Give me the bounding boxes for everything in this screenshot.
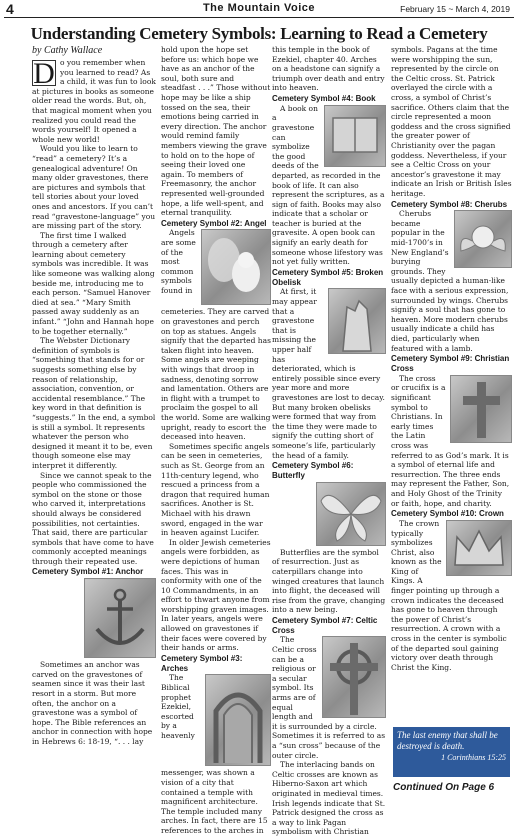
masthead — [0, 0, 518, 19]
angel-icon — [202, 230, 270, 304]
paragraph: hold upon the hope set before us: which hope we have as an anchor of the soul, both sure and steadfast . . .” Those without hope may be like a ship tossed on the sea, their emotions being carried in every direction. The anchor would remind family members viewing the grave to hold on to the hope of seeing their loved one again. To members of Freemasonry, the anchor represented well-grounded hope, a life well-spent, and eternal tranquility. — [161, 45, 271, 218]
quote-citation: 1 Corinthians 15:25 — [441, 753, 506, 762]
crown-icon — [447, 521, 511, 575]
section-heading-obelisk: Cemetery Symbol #5: Broken Obelisk — [272, 267, 384, 287]
anchor-icon — [85, 579, 155, 657]
scripture-quote-box — [393, 727, 510, 777]
paragraph: The interlacing bands on Celtic crosses are known as Hiberno-Saxon art which originated in medieval times. Irish legends indicate that St. Patrick designed the cross as a way to link Pagan symbolism with Christian — [272, 760, 386, 837]
latin-cross-icon — [451, 376, 511, 442]
angel-photo — [201, 229, 271, 305]
obelisk-photo — [328, 288, 386, 354]
butterfly-icon — [317, 483, 385, 545]
paragraph: Sometimes an anchor was carved on the gravestones of seamen since it was their last resort in a storm. But more often, the anchor on a gravestone was a symbol of hope. The Bible references an anchor in connection with hope in Hebrews 6: 18-19, “. . . lay — [32, 660, 153, 747]
paragraph: The crown typically symbolizes Christ, also known as the King of Kings. A finger pointing up through a crown indicates the deceased has gone to heaven through the power of Christ’s resurrection. A crown with a cross in the center is symbolic of the departed soul gaining victory over death through Christ the King. — [391, 518, 507, 672]
paragraph: The Biblical prophet Ezekiel, escorted by a heavenly messenger, was shown a vision of a city that contained a temple with magnificent architecture. The temple included many arches. In fact, there are 15 references to the arches in — [161, 673, 268, 836]
section-heading-christian-cross: Cemetery Symbol #9: Christian Cross — [391, 354, 510, 373]
section-heading-crown: Cemetery Symbol #10: Crown — [391, 509, 504, 519]
continued-on-page-link[interactable]: Continued On Page 6 — [393, 782, 495, 793]
issue-date: February 15 ~ March 4, 2019 — [400, 4, 510, 14]
broken-obelisk-icon — [329, 289, 385, 353]
column-3 — [272, 45, 386, 837]
paragraph: Angels are some of the most common symbols found in cemeteries. They are carved on gravestones and perch on top as statues. Angels signify that the departed has taken flight into heaven. Some angels are weeping with wings that droop in sadness, denoting sorrow and lamentation. Others are in flight with a trumpet to proclaim the gospel to all the world. Some are walking upright, ready to escort the deceased into heaven. — [161, 228, 271, 442]
section-heading-book: Cemetery Symbol #4: Book — [272, 93, 376, 103]
anchor-photo — [84, 578, 156, 658]
page-number: 4 — [6, 1, 14, 17]
celtic-cross-photo — [322, 636, 386, 718]
arch-icon — [206, 675, 270, 765]
publication-title: The Mountain Voice — [202, 2, 316, 14]
quote-text: The last enemy that shall be destroyed is death. — [397, 730, 498, 751]
section-heading-celtic-cross: Cemetery Symbol #7: Celtic Cross — [272, 615, 378, 635]
paragraph: The Webster Dictionary definition of symbols is “something that stands for or suggests something else by reason of relationship, association, convention, or accidental resemblance.” The key word in that definition is “suggests.” In the end, a symbol is still a symbol. It represents whatever the person who designed it meant it to be, even though someone else may interpret it differently. — [32, 336, 156, 470]
crown-photo — [446, 520, 512, 576]
section-heading-anchor: Cemetery Symbol #1: Anchor — [32, 567, 144, 577]
cherub-icon — [455, 211, 511, 267]
cherubs-photo — [454, 210, 512, 268]
paragraph: In older Jewish cemeteries angels were forbidden, as were depictions of human faces. This was in conformity with one of the 10 Commandments, in an effort to thwart anyone from worshipping graven images. In later years, angels were allowed on gravestones if their faces were covered by their hands or arms. — [161, 537, 271, 653]
celtic-cross-icon — [323, 637, 385, 717]
paragraph: this temple in the book of Ezekiel, chapter 40. Arches on a headstone can signify a triumph over death and entry into heaven. — [272, 45, 385, 93]
christian-cross-photo — [450, 375, 512, 443]
butterfly-photo — [316, 482, 386, 546]
paragraph: o you remember when you learned to read? As a child, it was fun to look at pictures in books as someone older read the words. But, oh, that magical moment when you realized you could read the words yourself! It opened a whole new world! — [32, 58, 156, 144]
column-4 — [391, 45, 512, 725]
paragraph: The first time I walked through a cemetery after learning about cemetery symbols was incredible. It was like someone was walking along beside me, introducing me to each person. “Samuel Hanover died at sea.” “Mary Smith passed away suddenly as an infant.” “John and Hannah hope to be together eternally.” — [32, 230, 155, 336]
paragraph: The cross or crucifix is a significant symbol to Christians. In early times the Latin cross was referred to as God’s mark. It is a symbol of eternal life and resurrection. The three ends may represent the Father, Son, and Holy Ghost of the Trinity or faith, hope, and charity. — [391, 373, 510, 508]
headline: Understanding Cemetery Symbols: Learning to Read a Cemetery — [30, 24, 488, 43]
paragraph: At first, it may appear that a gravestone that is missing the upper half has deteriorated, which is entirely possible since every year more and more gravestones are lost to decay. But many broken obelisks were formed that way from the time they were made to signify the cutting short of someone’s life, particularly the head of a family. — [272, 287, 385, 460]
column-1 — [32, 58, 156, 798]
paragraph: Sometimes specific angels can be seen in cemeteries, such as St. George from an 11th-century legend, who rescued a princess from a dragon that required human sacrifices. Another is St. Michael with his drawn sword, engaged in the war in heaven against Lucifer. — [161, 441, 270, 538]
section-heading-arches: Cemetery Symbol #3: Arches — [161, 653, 243, 673]
paragraph: Cherubs became popular in the mid-1700’s in New England’s burying grounds. They usually depicted a human-like face with a serious expression, surrounded by wings. Cherubs signify a soul that has gone to heaven. More modern cherubs usually indicate a child has died, particularly when featured with a lamb. — [391, 209, 509, 353]
section-heading-angel: Cemetery Symbol #2: Angel — [161, 218, 267, 228]
paragraph: The Celtic cross can be a religious or a secular symbol. Its arms are of equal length and it is surrounded by a circle. Sometimes it is referred to as a “sun cross” because of the outer circle. — [272, 635, 386, 760]
book-icon — [325, 106, 385, 166]
arches-photo — [205, 674, 271, 766]
paragraph: Would you like to learn to “read” a cemetery? It’s a genealogical adventure! On many older gravestones, there are pictures and symbols that tell stories about your loved ones and ancestors. If you can’t read “gravestone-language” you are missing part of the story. — [32, 144, 156, 231]
paragraph: A book on a gravestone can symbolize the good deeds of the departed, as recorded in the book of life. It can also represent the scriptures, as a sign of faith. Books may also indicate that a scholar or teacher is buried at the gravesite. A open book can signify an early death for someone whose lifestory was not yet fully written. — [272, 103, 385, 267]
column-2 — [161, 45, 271, 836]
drop-cap: D — [33, 57, 55, 90]
paragraph: Butterflies are the symbol of resurrection. Just as caterpillars change into winged creatures that launch into flight, the deceased will rise from the grave, changing into a new being. — [272, 547, 386, 615]
section-heading-butterfly: Cemetery Symbol #6: Butterfly — [272, 461, 354, 480]
masthead-rule — [4, 17, 514, 18]
section-heading-cherubs: Cemetery Symbol #8: Cherubs — [391, 199, 508, 209]
byline: by Cathy Wallace — [32, 45, 103, 56]
paragraph: symbols. Pagans at the time were worshipping the sun, represented by the circle on the Celtic cross. St. Patrick overlayed the circle with a cross, a symbol of Christ’s sacrifice. Others claim that the circle represented a moon goddess and the cross signified the greater power of Christianity over the pagan goddess. Nevertheless, if your see a Celtic Cross on your ancestor’s gravestone it may indicate an Irish or British Isles heritage. — [391, 45, 512, 198]
book-photo — [324, 105, 386, 167]
paragraph: Since we cannot speak to the people who commissioned the symbol on the stone or those who carved it, interpretations should always be considered possibilities, not certainties. That said, there are particular symbols that have come to have commonly accepted meanings through their repeated use. — [32, 470, 154, 566]
